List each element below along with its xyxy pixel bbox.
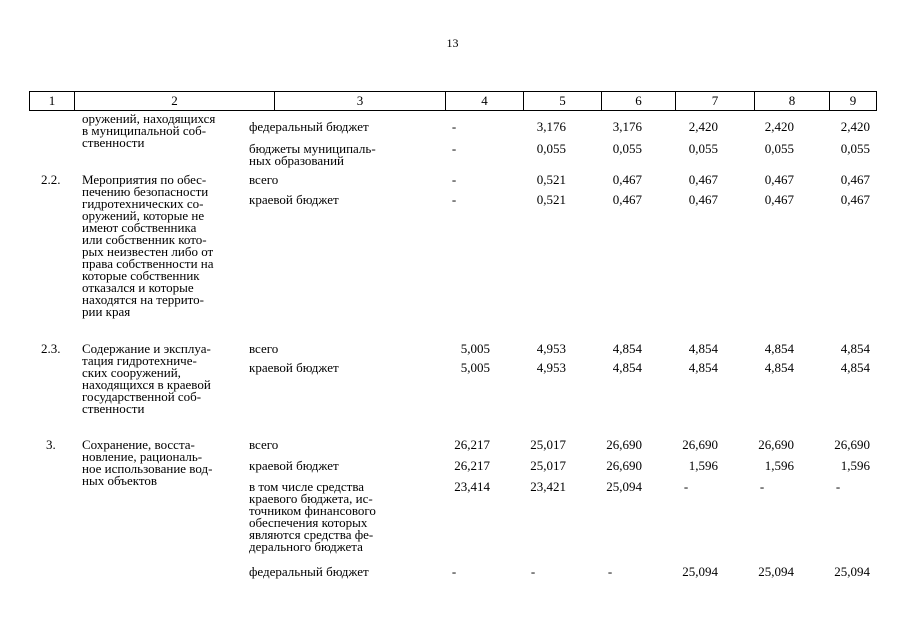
- value-col-5: 3,176: [536, 119, 566, 134]
- value-col-9: 4,854: [840, 360, 870, 375]
- value-col-6: -: [607, 564, 613, 579]
- value-col-4: 26,217: [454, 458, 490, 473]
- value-col-6: 0,467: [612, 172, 642, 187]
- funding-source-label: федеральный бюджет: [249, 564, 369, 579]
- header-col-4: 4: [446, 92, 524, 110]
- value-col-7: 4,854: [688, 341, 718, 356]
- value-col-4: -: [451, 172, 457, 187]
- value-col-7: 2,420: [688, 119, 718, 134]
- value-col-4: -: [451, 141, 457, 156]
- value-col-9: -: [835, 479, 841, 494]
- value-col-7: 0,055: [688, 141, 718, 156]
- value-col-4: 5,005: [460, 341, 490, 356]
- funding-source-label: всего: [249, 341, 279, 356]
- value-col-8: 25,094: [758, 564, 794, 579]
- row-number: 3.: [46, 437, 56, 452]
- value-col-8: 26,690: [758, 437, 794, 452]
- value-col-8: 4,854: [764, 360, 794, 375]
- header-col-6: 6: [602, 92, 676, 110]
- value-col-7: 0,467: [688, 172, 718, 187]
- value-col-7: 25,094: [682, 564, 718, 579]
- value-col-6: 4,854: [612, 360, 642, 375]
- value-col-5: 25,017: [530, 458, 566, 473]
- funding-source-label: краевой бюджет: [249, 458, 339, 473]
- value-col-7: 1,596: [688, 458, 718, 473]
- value-col-8: 0,467: [764, 192, 794, 207]
- value-col-5: 4,953: [536, 341, 566, 356]
- value-col-9: 25,094: [834, 564, 870, 579]
- value-col-5: 23,421: [530, 479, 566, 494]
- value-col-6: 26,690: [606, 437, 642, 452]
- value-col-6: 0,467: [612, 192, 642, 207]
- value-col-7: -: [683, 479, 689, 494]
- funding-source-label: краевой бюджет: [249, 360, 339, 375]
- value-col-9: 0,055: [840, 141, 870, 156]
- header-col-7: 7: [676, 92, 755, 110]
- value-col-5: 25,017: [530, 437, 566, 452]
- row-description: Сохранение, восста- новление, рациональ- ное использование вод- ных объектов: [82, 437, 213, 488]
- value-col-5: 4,953: [536, 360, 566, 375]
- value-col-9: 0,467: [840, 192, 870, 207]
- value-col-4: -: [451, 192, 457, 207]
- row-description: Мероприятия по обес- печению безопасности гидротехнических со- оружений, которые не имеют собственника или собственник кото- рых неизвестен либо от права собственности на которые собственник отказался и которые находятся на террито- рии края: [82, 172, 214, 319]
- value-col-4: -: [451, 119, 457, 134]
- row-number: 2.3.: [41, 341, 61, 356]
- value-col-5: -: [530, 564, 536, 579]
- page-number: 13: [446, 36, 459, 50]
- value-col-4: 23,414: [454, 479, 490, 494]
- funding-source-label: всего: [249, 437, 279, 452]
- table-header-row: [29, 91, 877, 111]
- funding-source-label: всего: [249, 172, 279, 187]
- value-col-7: 26,690: [682, 437, 718, 452]
- funding-source-label: федеральный бюджет: [249, 119, 369, 134]
- row-continuation-description: оружений, находящихся в муниципальной соб- ственности: [82, 111, 216, 150]
- row-number: 2.2.: [41, 172, 61, 187]
- value-col-8: 0,467: [764, 172, 794, 187]
- value-col-6: 0,055: [612, 141, 642, 156]
- header-col-1: 1: [30, 92, 75, 110]
- header-col-2: 2: [75, 92, 275, 110]
- value-col-7: 0,467: [688, 192, 718, 207]
- value-col-5: 0,055: [536, 141, 566, 156]
- header-col-5: 5: [524, 92, 602, 110]
- funding-source-label: краевой бюджет: [249, 192, 339, 207]
- header-col-8: 8: [755, 92, 830, 110]
- value-col-6: 4,854: [612, 341, 642, 356]
- value-col-6: 3,176: [612, 119, 642, 134]
- value-col-9: 1,596: [840, 458, 870, 473]
- value-col-5: 0,521: [536, 192, 566, 207]
- value-col-5: 0,521: [536, 172, 566, 187]
- value-col-4: 5,005: [460, 360, 490, 375]
- value-col-9: 2,420: [840, 119, 870, 134]
- value-col-8: 2,420: [764, 119, 794, 134]
- header-col-9: 9: [849, 93, 857, 108]
- funding-source-label: бюджеты муниципаль- ных образований: [249, 141, 376, 168]
- value-col-4: -: [451, 564, 457, 579]
- value-col-9: 0,467: [840, 172, 870, 187]
- value-col-9: 4,854: [840, 341, 870, 356]
- value-col-7: 4,854: [688, 360, 718, 375]
- value-col-8: 0,055: [764, 141, 794, 156]
- value-col-8: -: [759, 479, 765, 494]
- value-col-9: 26,690: [834, 437, 870, 452]
- value-col-8: 4,854: [764, 341, 794, 356]
- value-col-8: 1,596: [764, 458, 794, 473]
- value-col-4: 26,217: [454, 437, 490, 452]
- value-col-6: 25,094: [606, 479, 642, 494]
- funding-source-label: в том числе средства краевого бюджета, ис- точником финансового обеспечения которых являются средства фе- дерального бюджета: [249, 479, 376, 554]
- value-col-6: 26,690: [606, 458, 642, 473]
- header-col-3: 3: [275, 92, 446, 110]
- row-description: Содержание и эксплуа- тация гидротехниче- ских сооружений, находящихся в краевой государственной соб- ственности: [82, 341, 211, 416]
